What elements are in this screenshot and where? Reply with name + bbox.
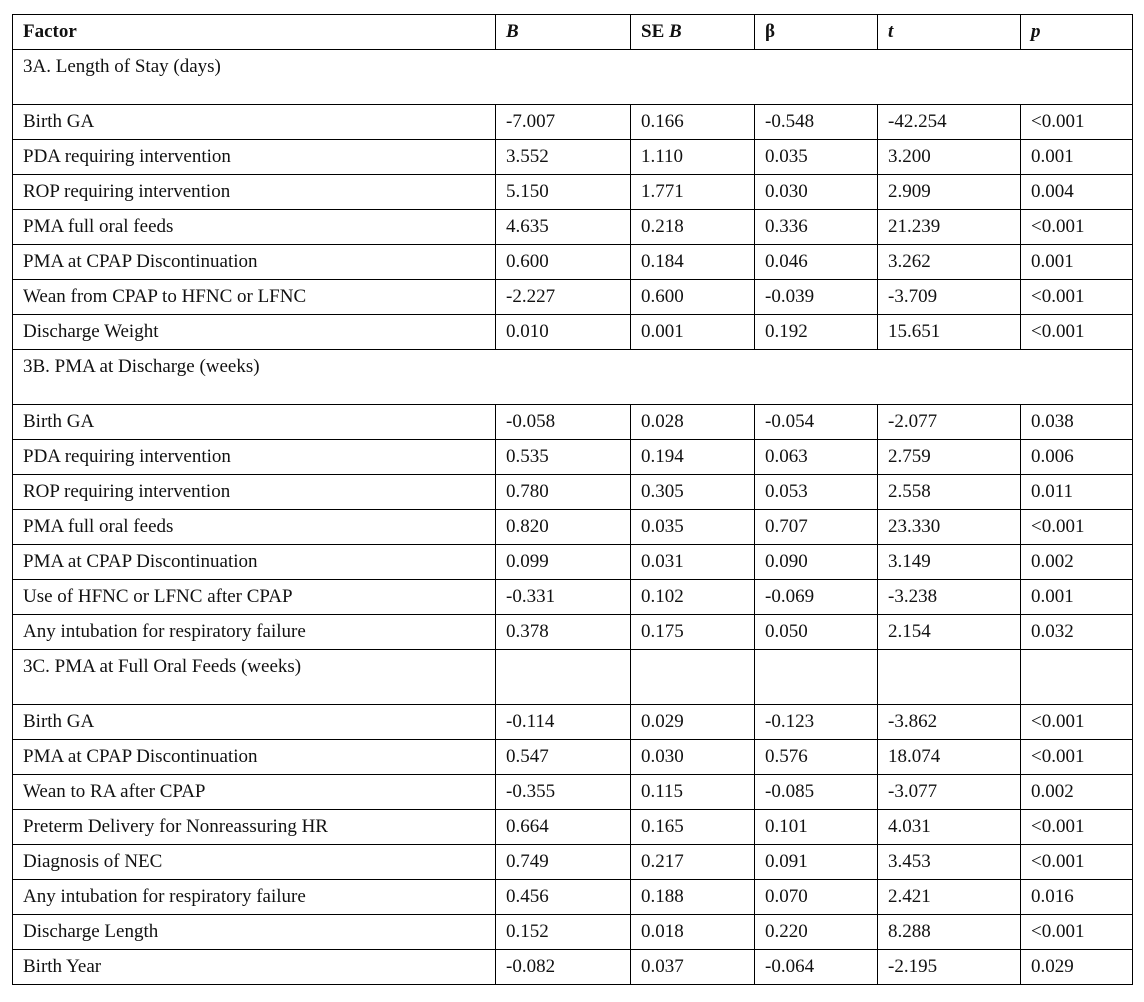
cell-factor: PMA at CPAP Discontinuation (13, 245, 496, 280)
cell-beta: 0.192 (755, 315, 878, 350)
cell-beta: 0.336 (755, 210, 878, 245)
cell-factor: Use of HFNC or LFNC after CPAP (13, 580, 496, 615)
cell-p: <0.001 (1021, 915, 1133, 950)
section-row (13, 650, 1133, 705)
header-beta: β (755, 15, 878, 50)
table-row (13, 175, 1133, 210)
cell-b: 0.547 (496, 740, 631, 775)
cell-factor: Birth GA (13, 705, 496, 740)
cell-se-b: 0.035 (631, 510, 755, 545)
cell-t: -3.709 (878, 280, 1021, 315)
cell-beta: 0.101 (755, 810, 878, 845)
cell-p: <0.001 (1021, 315, 1133, 350)
cell-t: 2.421 (878, 880, 1021, 915)
cell-p: 0.029 (1021, 950, 1133, 985)
section-empty-cell (1021, 650, 1133, 705)
cell-p: <0.001 (1021, 280, 1133, 315)
cell-b: -7.007 (496, 105, 631, 140)
cell-se-b: 0.194 (631, 440, 755, 475)
header-factor: Factor (13, 15, 496, 50)
cell-beta: 0.030 (755, 175, 878, 210)
cell-factor: ROP requiring intervention (13, 475, 496, 510)
cell-se-b: 0.029 (631, 705, 755, 740)
section-row (13, 350, 1133, 405)
cell-p: 0.001 (1021, 580, 1133, 615)
cell-b: 0.820 (496, 510, 631, 545)
cell-se-b: 0.115 (631, 775, 755, 810)
cell-t: 8.288 (878, 915, 1021, 950)
cell-factor: Wean from CPAP to HFNC or LFNC (13, 280, 496, 315)
cell-beta: -0.085 (755, 775, 878, 810)
cell-beta: -0.069 (755, 580, 878, 615)
table-row (13, 405, 1133, 440)
cell-b: -0.114 (496, 705, 631, 740)
cell-p: <0.001 (1021, 810, 1133, 845)
table-row (13, 105, 1133, 140)
cell-b: -0.058 (496, 405, 631, 440)
cell-se-b: 1.110 (631, 140, 755, 175)
cell-se-b: 0.018 (631, 915, 755, 950)
table-row (13, 280, 1133, 315)
cell-se-b: 0.166 (631, 105, 755, 140)
cell-t: -2.077 (878, 405, 1021, 440)
cell-b: 0.456 (496, 880, 631, 915)
cell-factor: Discharge Weight (13, 315, 496, 350)
cell-p: 0.001 (1021, 140, 1133, 175)
section-label: 3B. PMA at Discharge (weeks) (13, 350, 1133, 405)
cell-beta: 0.576 (755, 740, 878, 775)
cell-beta: 0.707 (755, 510, 878, 545)
cell-factor: Diagnosis of NEC (13, 845, 496, 880)
cell-se-b: 0.037 (631, 950, 755, 985)
cell-b: -0.082 (496, 950, 631, 985)
cell-t: -3.077 (878, 775, 1021, 810)
section-empty-cell (878, 650, 1021, 705)
cell-p: <0.001 (1021, 845, 1133, 880)
cell-b: 3.552 (496, 140, 631, 175)
cell-t: 2.909 (878, 175, 1021, 210)
cell-p: <0.001 (1021, 740, 1133, 775)
cell-se-b: 0.218 (631, 210, 755, 245)
cell-beta: 0.035 (755, 140, 878, 175)
cell-b: 0.535 (496, 440, 631, 475)
table-row (13, 315, 1133, 350)
cell-se-b: 0.102 (631, 580, 755, 615)
header-se-b (631, 15, 755, 50)
cell-b: 4.635 (496, 210, 631, 245)
cell-factor: Birth GA (13, 405, 496, 440)
cell-p: 0.038 (1021, 405, 1133, 440)
cell-p: <0.001 (1021, 210, 1133, 245)
table-row (13, 580, 1133, 615)
cell-se-b: 0.188 (631, 880, 755, 915)
cell-t: 15.651 (878, 315, 1021, 350)
cell-t: 2.154 (878, 615, 1021, 650)
cell-t: 3.262 (878, 245, 1021, 280)
cell-beta: -0.548 (755, 105, 878, 140)
cell-factor: PMA full oral feeds (13, 210, 496, 245)
cell-b: 0.664 (496, 810, 631, 845)
cell-p: 0.011 (1021, 475, 1133, 510)
cell-t: 3.200 (878, 140, 1021, 175)
header-p: p (1021, 15, 1133, 50)
cell-p: 0.002 (1021, 545, 1133, 580)
cell-t: -3.862 (878, 705, 1021, 740)
cell-factor: PDA requiring intervention (13, 440, 496, 475)
cell-se-b: 1.771 (631, 175, 755, 210)
cell-beta: -0.039 (755, 280, 878, 315)
cell-beta: -0.123 (755, 705, 878, 740)
cell-t: -2.195 (878, 950, 1021, 985)
cell-t: 18.074 (878, 740, 1021, 775)
cell-t: 2.759 (878, 440, 1021, 475)
table-row (13, 140, 1133, 175)
cell-se-b: 0.175 (631, 615, 755, 650)
cell-se-b: 0.165 (631, 810, 755, 845)
table-row (13, 210, 1133, 245)
header-se-b-var: B (669, 21, 682, 42)
cell-p: 0.004 (1021, 175, 1133, 210)
cell-b: 0.010 (496, 315, 631, 350)
table-row (13, 880, 1133, 915)
cell-beta: -0.064 (755, 950, 878, 985)
table-row (13, 810, 1133, 845)
table-row (13, 440, 1133, 475)
cell-p: <0.001 (1021, 510, 1133, 545)
cell-p: 0.032 (1021, 615, 1133, 650)
table-row (13, 950, 1133, 985)
cell-factor: PMA at CPAP Discontinuation (13, 740, 496, 775)
cell-se-b: 0.305 (631, 475, 755, 510)
cell-b: 5.150 (496, 175, 631, 210)
cell-b: -0.331 (496, 580, 631, 615)
cell-se-b: 0.028 (631, 405, 755, 440)
table-row (13, 740, 1133, 775)
cell-t: -3.238 (878, 580, 1021, 615)
header-t: t (878, 15, 1021, 50)
cell-factor: PMA at CPAP Discontinuation (13, 545, 496, 580)
cell-beta: 0.063 (755, 440, 878, 475)
cell-p: <0.001 (1021, 705, 1133, 740)
cell-t: 2.558 (878, 475, 1021, 510)
cell-factor: PDA requiring intervention (13, 140, 496, 175)
cell-p: 0.001 (1021, 245, 1133, 280)
cell-b: 0.749 (496, 845, 631, 880)
cell-b: 0.378 (496, 615, 631, 650)
table-row (13, 705, 1133, 740)
cell-beta: 0.053 (755, 475, 878, 510)
cell-beta: 0.220 (755, 915, 878, 950)
cell-factor: Any intubation for respiratory failure (13, 615, 496, 650)
regression-results-table (12, 14, 1133, 985)
cell-se-b: 0.030 (631, 740, 755, 775)
cell-factor: Discharge Length (13, 915, 496, 950)
cell-p: 0.002 (1021, 775, 1133, 810)
cell-b: 0.152 (496, 915, 631, 950)
cell-t: 3.149 (878, 545, 1021, 580)
section-empty-cell (496, 650, 631, 705)
cell-factor: Preterm Delivery for Nonreassuring HR (13, 810, 496, 845)
cell-beta: 0.090 (755, 545, 878, 580)
cell-factor: Wean to RA after CPAP (13, 775, 496, 810)
table-header-row (13, 15, 1133, 50)
cell-t: 21.239 (878, 210, 1021, 245)
cell-factor: Any intubation for respiratory failure (13, 880, 496, 915)
cell-se-b: 0.031 (631, 545, 755, 580)
cell-t: -42.254 (878, 105, 1021, 140)
cell-b: -2.227 (496, 280, 631, 315)
cell-se-b: 0.184 (631, 245, 755, 280)
cell-se-b: 0.600 (631, 280, 755, 315)
header-se-b-prefix: SE (641, 21, 669, 42)
cell-se-b: 0.217 (631, 845, 755, 880)
cell-b: 0.099 (496, 545, 631, 580)
cell-se-b: 0.001 (631, 315, 755, 350)
table-row (13, 245, 1133, 280)
cell-b: 0.600 (496, 245, 631, 280)
header-b: B (496, 15, 631, 50)
cell-t: 23.330 (878, 510, 1021, 545)
table-row (13, 510, 1133, 545)
table-row (13, 475, 1133, 510)
section-empty-cell (755, 650, 878, 705)
cell-beta: 0.046 (755, 245, 878, 280)
cell-factor: ROP requiring intervention (13, 175, 496, 210)
cell-b: -0.355 (496, 775, 631, 810)
section-empty-cell (631, 650, 755, 705)
cell-beta: 0.070 (755, 880, 878, 915)
table-body (13, 50, 1133, 985)
table-row (13, 845, 1133, 880)
table-row (13, 545, 1133, 580)
cell-p: <0.001 (1021, 105, 1133, 140)
cell-p: 0.016 (1021, 880, 1133, 915)
cell-factor: PMA full oral feeds (13, 510, 496, 545)
cell-factor: Birth Year (13, 950, 496, 985)
cell-b: 0.780 (496, 475, 631, 510)
section-row (13, 50, 1133, 105)
table-row (13, 915, 1133, 950)
cell-factor: Birth GA (13, 105, 496, 140)
cell-p: 0.006 (1021, 440, 1133, 475)
cell-beta: 0.091 (755, 845, 878, 880)
cell-beta: 0.050 (755, 615, 878, 650)
cell-t: 4.031 (878, 810, 1021, 845)
cell-t: 3.453 (878, 845, 1021, 880)
section-label: 3C. PMA at Full Oral Feeds (weeks) (13, 650, 496, 705)
table-row (13, 615, 1133, 650)
section-label: 3A. Length of Stay (days) (13, 50, 1133, 105)
table-row (13, 775, 1133, 810)
cell-beta: -0.054 (755, 405, 878, 440)
